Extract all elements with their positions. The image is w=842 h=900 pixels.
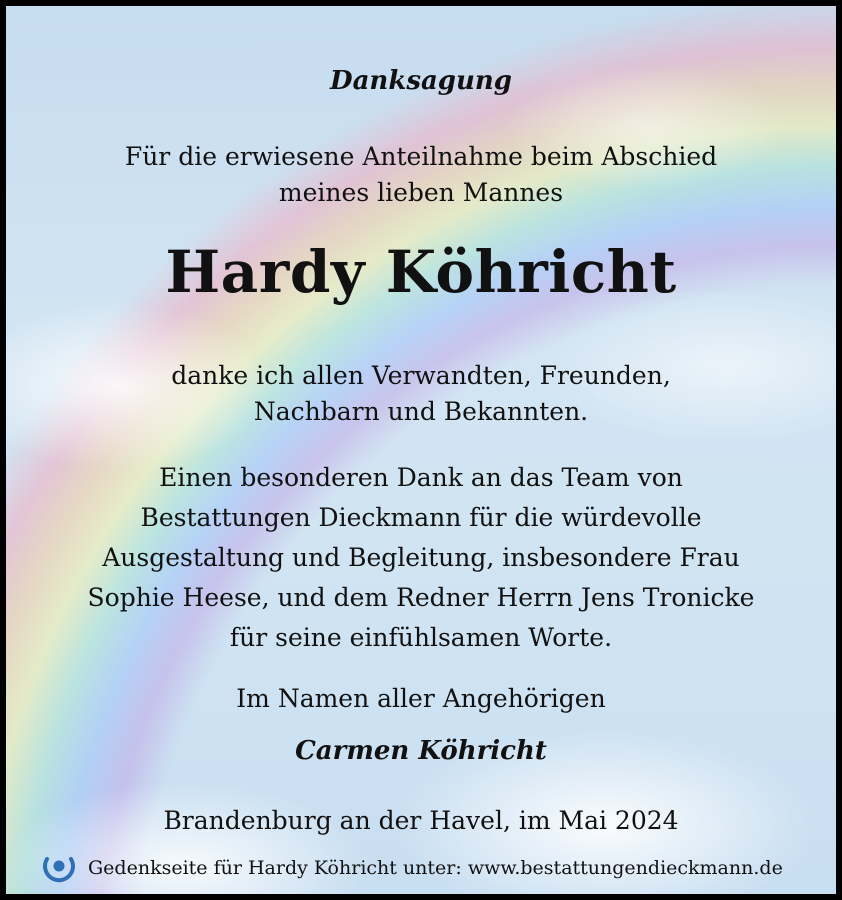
special-thanks-line: Einen besonderen Dank an das Team von <box>159 463 683 492</box>
special-thanks-line: für seine einfühlsamen Worte. <box>229 623 613 652</box>
memorial-page-link[interactable]: Gedenkseite für Hardy Köhricht unter: www.bestattungendieckmann.de <box>88 857 783 879</box>
thanks-line-1: danke ich allen Verwandten, Freunden, <box>171 361 671 390</box>
special-thanks-line: Sophie Heese, und dem Redner Herrn Jens Tronicke <box>87 583 755 612</box>
funeral-home-logo-icon <box>42 851 76 885</box>
special-thanks <box>6 458 836 658</box>
intro-text <box>6 139 836 211</box>
signer-name: Carmen Köhricht <box>295 736 547 766</box>
special-thanks-line: Bestattungen Dieckmann für die würdevolle <box>140 503 702 532</box>
special-thanks-line: Ausgestaltung und Begleitung, insbesondere Frau <box>102 543 740 572</box>
intro-line-1: Für die erwiesene Anteilnahme beim Abschied <box>124 142 718 171</box>
intro-line-2: meines lieben Mannes <box>278 178 564 207</box>
heading: Danksagung <box>330 66 512 96</box>
thanks-text <box>6 358 836 430</box>
memorial-page-footer <box>42 851 783 885</box>
place-date: Brandenburg an der Havel, im Mai 2024 <box>163 806 679 835</box>
closing-text: Im Namen aller Angehörigen <box>236 684 606 713</box>
thanks-line-2: Nachbarn und Bekannten. <box>253 397 589 426</box>
deceased-name: Hardy Köhricht <box>165 238 677 306</box>
